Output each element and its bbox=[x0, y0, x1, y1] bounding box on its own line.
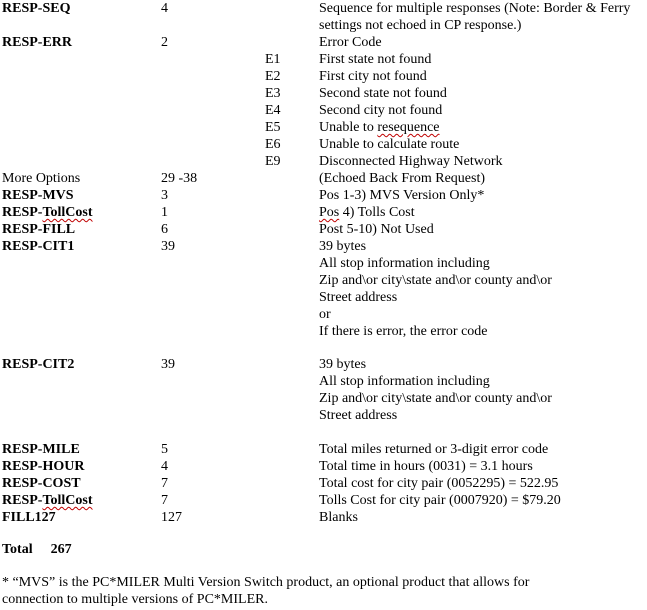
field-length: 5 bbox=[161, 442, 168, 457]
field-description: Second city not found bbox=[319, 103, 443, 118]
table-row bbox=[0, 170, 647, 187]
error-code: E6 bbox=[265, 137, 281, 152]
spellcheck-word: Pos bbox=[319, 205, 340, 220]
field-name: RESP-ERR bbox=[2, 35, 73, 50]
field-description: If there is error, the error code bbox=[319, 324, 488, 339]
table-row bbox=[0, 492, 647, 509]
field-description bbox=[319, 204, 415, 221]
field-name: RESP-FILL bbox=[2, 222, 76, 237]
field-name bbox=[2, 204, 93, 221]
field-description: Street address bbox=[319, 290, 398, 305]
footnote-line: connection to multiple versions of PC*MILER. bbox=[2, 592, 268, 607]
field-description: Second state not found bbox=[319, 86, 447, 101]
field-description: Total miles returned or 3-digit error code bbox=[319, 442, 549, 457]
field-description: settings not echoed in CP response.) bbox=[319, 18, 522, 33]
table-row bbox=[0, 407, 647, 424]
field-length: 4 bbox=[161, 1, 168, 16]
field-name: RESP-COST bbox=[2, 476, 81, 491]
field-description: All stop information including bbox=[319, 374, 490, 389]
field-length: 4 bbox=[161, 459, 168, 474]
field-description: Street address bbox=[319, 408, 398, 423]
field-length: 2 bbox=[161, 35, 168, 50]
table-row bbox=[0, 68, 647, 85]
field-length: 39 bbox=[161, 239, 175, 254]
error-code: E5 bbox=[265, 120, 281, 135]
table-row bbox=[0, 238, 647, 255]
table-row bbox=[0, 509, 647, 526]
error-code: E4 bbox=[265, 103, 281, 118]
field-description: Tolls Cost for city pair (0007920) = $79.20 bbox=[319, 493, 561, 508]
field-description: Zip and\or city\state and\or county and\or bbox=[319, 391, 552, 406]
field-description: Blanks bbox=[319, 510, 358, 525]
field-description: All stop information including bbox=[319, 256, 490, 271]
field-description: First city not found bbox=[319, 69, 427, 84]
description-text: Unable to bbox=[319, 120, 378, 135]
error-code: E2 bbox=[265, 69, 281, 84]
table-row bbox=[0, 153, 647, 170]
table-row bbox=[0, 272, 647, 289]
field-name-prefix: RESP- bbox=[2, 493, 43, 508]
table-row bbox=[0, 221, 647, 238]
field-name: RESP-CIT1 bbox=[2, 239, 75, 254]
table-row bbox=[0, 255, 647, 272]
field-description: Unable to calculate route bbox=[319, 137, 460, 152]
error-code: E9 bbox=[265, 154, 281, 169]
table-row bbox=[0, 458, 647, 475]
field-description: Error Code bbox=[319, 35, 382, 50]
field-description: (Echoed Back From Request) bbox=[319, 171, 486, 186]
field-description: or bbox=[319, 307, 331, 322]
table-row bbox=[0, 323, 647, 340]
table-row bbox=[0, 119, 647, 136]
table-row bbox=[0, 34, 647, 51]
field-length: 3 bbox=[161, 188, 168, 203]
table-row bbox=[0, 17, 647, 34]
field-length: 6 bbox=[161, 222, 168, 237]
field-name: RESP-HOUR bbox=[2, 459, 85, 474]
spellcheck-word: resequence bbox=[377, 120, 440, 135]
field-name: More Options bbox=[2, 171, 81, 186]
field-length: 7 bbox=[161, 476, 168, 491]
field-name: RESP-SEQ bbox=[2, 1, 71, 16]
total-value: 267 bbox=[50, 542, 72, 557]
total-label: Total bbox=[2, 542, 33, 557]
field-length: 29 -38 bbox=[161, 171, 198, 186]
field-length: 7 bbox=[161, 493, 168, 508]
field-name: RESP-MVS bbox=[2, 188, 74, 203]
field-length: 127 bbox=[161, 510, 182, 525]
spellcheck-word: TollCost bbox=[42, 493, 93, 508]
table-row bbox=[0, 390, 647, 407]
field-description: First state not found bbox=[319, 52, 432, 67]
field-name: RESP-MILE bbox=[2, 442, 80, 457]
table-row bbox=[0, 85, 647, 102]
field-description: Total time in hours (0031) = 3.1 hours bbox=[319, 459, 533, 474]
footnote bbox=[2, 574, 642, 608]
table-row bbox=[0, 136, 647, 153]
table-row bbox=[0, 373, 647, 390]
table-row bbox=[0, 51, 647, 68]
field-length: 39 bbox=[161, 357, 175, 372]
error-code: E1 bbox=[265, 52, 281, 67]
table-row bbox=[0, 475, 647, 492]
table-row bbox=[0, 441, 647, 458]
description-text: 4) Tolls Cost bbox=[339, 205, 415, 220]
table-row bbox=[0, 187, 647, 204]
table-row bbox=[0, 306, 647, 323]
field-name-prefix: RESP- bbox=[2, 205, 43, 220]
table-row bbox=[0, 204, 647, 221]
field-description: 39 bytes bbox=[319, 357, 367, 372]
field-description: Zip and\or city\state and\or county and\or bbox=[319, 273, 552, 288]
field-name: RESP-CIT2 bbox=[2, 357, 75, 372]
error-code: E3 bbox=[265, 86, 281, 101]
table-row bbox=[0, 102, 647, 119]
field-description: Sequence for multiple responses (Note: Border & Ferry bbox=[319, 1, 631, 16]
field-description: Post 5-10) Not Used bbox=[319, 222, 434, 237]
spellcheck-word: TollCost bbox=[42, 205, 93, 220]
total-line bbox=[2, 541, 72, 558]
table-row bbox=[0, 0, 647, 17]
field-length: 1 bbox=[161, 205, 168, 220]
field-description: 39 bytes bbox=[319, 239, 367, 254]
field-name: FILL127 bbox=[2, 510, 56, 525]
field-description: Disconnected Highway Network bbox=[319, 154, 503, 169]
field-description bbox=[319, 119, 440, 136]
footnote-line: * “MVS” is the PC*MILER Multi Version Switch product, an optional product that allows for bbox=[2, 575, 530, 590]
field-description: Total cost for city pair (0052295) = 522.95 bbox=[319, 476, 559, 491]
table-row bbox=[0, 289, 647, 306]
field-name bbox=[2, 492, 93, 509]
field-description: Pos 1-3) MVS Version Only* bbox=[319, 188, 485, 203]
table-row bbox=[0, 356, 647, 373]
